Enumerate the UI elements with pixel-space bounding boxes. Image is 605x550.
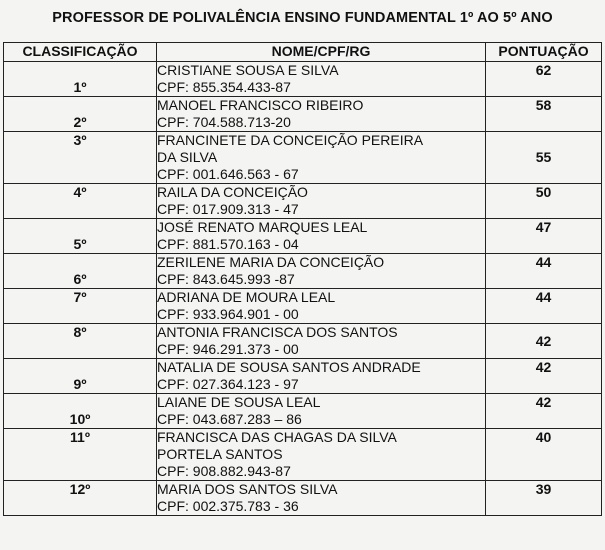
- candidate-name: JOSÉ RENATO MARQUES LEAL: [157, 219, 368, 235]
- table-row: [4, 62, 602, 97]
- results-table: [3, 42, 602, 516]
- table-row: [4, 324, 602, 359]
- score-cell: 62: [486, 62, 602, 97]
- score-cell: 42: [486, 359, 602, 394]
- name-cell: [157, 132, 486, 184]
- candidate-cpf: CPF: 908.882.943-87: [157, 463, 291, 479]
- rank-cell: 11º: [4, 429, 157, 481]
- table-row: [4, 359, 602, 394]
- table-row: [4, 184, 602, 219]
- candidate-name: MANOEL FRANCISCO RIBEIRO: [157, 97, 364, 113]
- header-nome: NOME/CPF/RG: [157, 43, 486, 62]
- score-cell: 44: [486, 254, 602, 289]
- name-cell: [157, 97, 486, 132]
- candidate-name: NATALIA DE SOUSA SANTOS ANDRADE: [157, 359, 421, 375]
- candidate-name-cont: PORTELA SANTOS: [157, 446, 283, 462]
- score-cell: 50: [486, 184, 602, 219]
- score-cell: 58: [486, 97, 602, 132]
- rank-cell: 2º: [4, 97, 157, 132]
- candidate-cpf: CPF: 002.375.783 - 36: [157, 498, 299, 514]
- table-row: [4, 481, 602, 516]
- table-row: [4, 254, 602, 289]
- rank-cell: 8º: [4, 324, 157, 359]
- score-cell: 39: [486, 481, 602, 516]
- rank-cell: 3º: [4, 132, 157, 184]
- score-cell: 40: [486, 429, 602, 481]
- candidate-name: FRANCINETE DA CONCEIÇÃO PEREIRA: [157, 132, 424, 148]
- candidate-cpf: CPF: 043.687.283 – 86: [157, 411, 302, 427]
- candidate-name: RAILA DA CONCEIÇÃO: [157, 184, 308, 200]
- score-cell: 55: [486, 132, 602, 184]
- candidate-cpf: CPF: 933.964.901 - 00: [157, 306, 299, 322]
- candidate-cpf: CPF: 001.646.563 - 67: [157, 166, 299, 182]
- name-cell: [157, 359, 486, 394]
- candidate-name: ADRIANA DE MOURA LEAL: [157, 289, 336, 305]
- table-row: [4, 97, 602, 132]
- rank-cell: 4º: [4, 184, 157, 219]
- table-row: [4, 429, 602, 481]
- score-cell: 42: [486, 324, 602, 359]
- table-row: [4, 219, 602, 254]
- candidate-cpf: CPF: 946.291.373 - 00: [157, 341, 299, 357]
- table-row: [4, 132, 602, 184]
- candidate-name: FRANCISCA DAS CHAGAS DA SILVA: [157, 429, 397, 445]
- candidate-cpf: CPF: 017.909.313 - 47: [157, 201, 299, 217]
- candidate-name: MARIA DOS SANTOS SILVA: [157, 481, 338, 497]
- name-cell: [157, 481, 486, 516]
- candidate-cpf: CPF: 843.645.993 -87: [157, 271, 295, 287]
- candidate-name: CRISTIANE SOUSA E SILVA: [157, 62, 339, 78]
- rank-cell: 10º: [4, 394, 157, 429]
- name-cell: [157, 289, 486, 324]
- table-row: [4, 289, 602, 324]
- header-classificacao: CLASSIFICAÇÃO: [4, 43, 157, 62]
- candidate-name: ZERILENE MARIA DA CONCEIÇÃO: [157, 254, 385, 270]
- rank-cell: 7º: [4, 289, 157, 324]
- candidate-name: ANTONIA FRANCISCA DOS SANTOS: [157, 324, 398, 340]
- name-cell: [157, 394, 486, 429]
- score-cell: 44: [486, 289, 602, 324]
- name-cell: [157, 429, 486, 481]
- score-cell: 47: [486, 219, 602, 254]
- page-title: PROFESSOR DE POLIVALÊNCIA ENSINO FUNDAMENTAL 1º AO 5º ANO: [52, 10, 553, 26]
- name-cell: [157, 62, 486, 97]
- score-cell: 42: [486, 394, 602, 429]
- name-cell: [157, 254, 486, 289]
- candidate-cpf: CPF: 881.570.163 - 04: [157, 236, 299, 252]
- candidate-name: LAIANE DE SOUSA LEAL: [157, 394, 321, 410]
- name-cell: [157, 324, 486, 359]
- candidate-cpf: CPF: 704.588.713-20: [157, 114, 291, 130]
- candidate-cpf: CPF: 855.354.433-87: [157, 79, 291, 95]
- candidate-cpf: CPF: 027.364.123 - 97: [157, 376, 299, 392]
- rank-cell: 1º: [4, 62, 157, 97]
- header-pontuacao: PONTUAÇÃO: [486, 43, 602, 62]
- rank-cell: 12º: [4, 481, 157, 516]
- table-header-row: [4, 43, 602, 62]
- table-row: [4, 394, 602, 429]
- rank-cell: 5º: [4, 219, 157, 254]
- rank-cell: 9º: [4, 359, 157, 394]
- candidate-name-cont: DA SILVA: [157, 149, 218, 165]
- rank-cell: 6º: [4, 254, 157, 289]
- name-cell: [157, 184, 486, 219]
- name-cell: [157, 219, 486, 254]
